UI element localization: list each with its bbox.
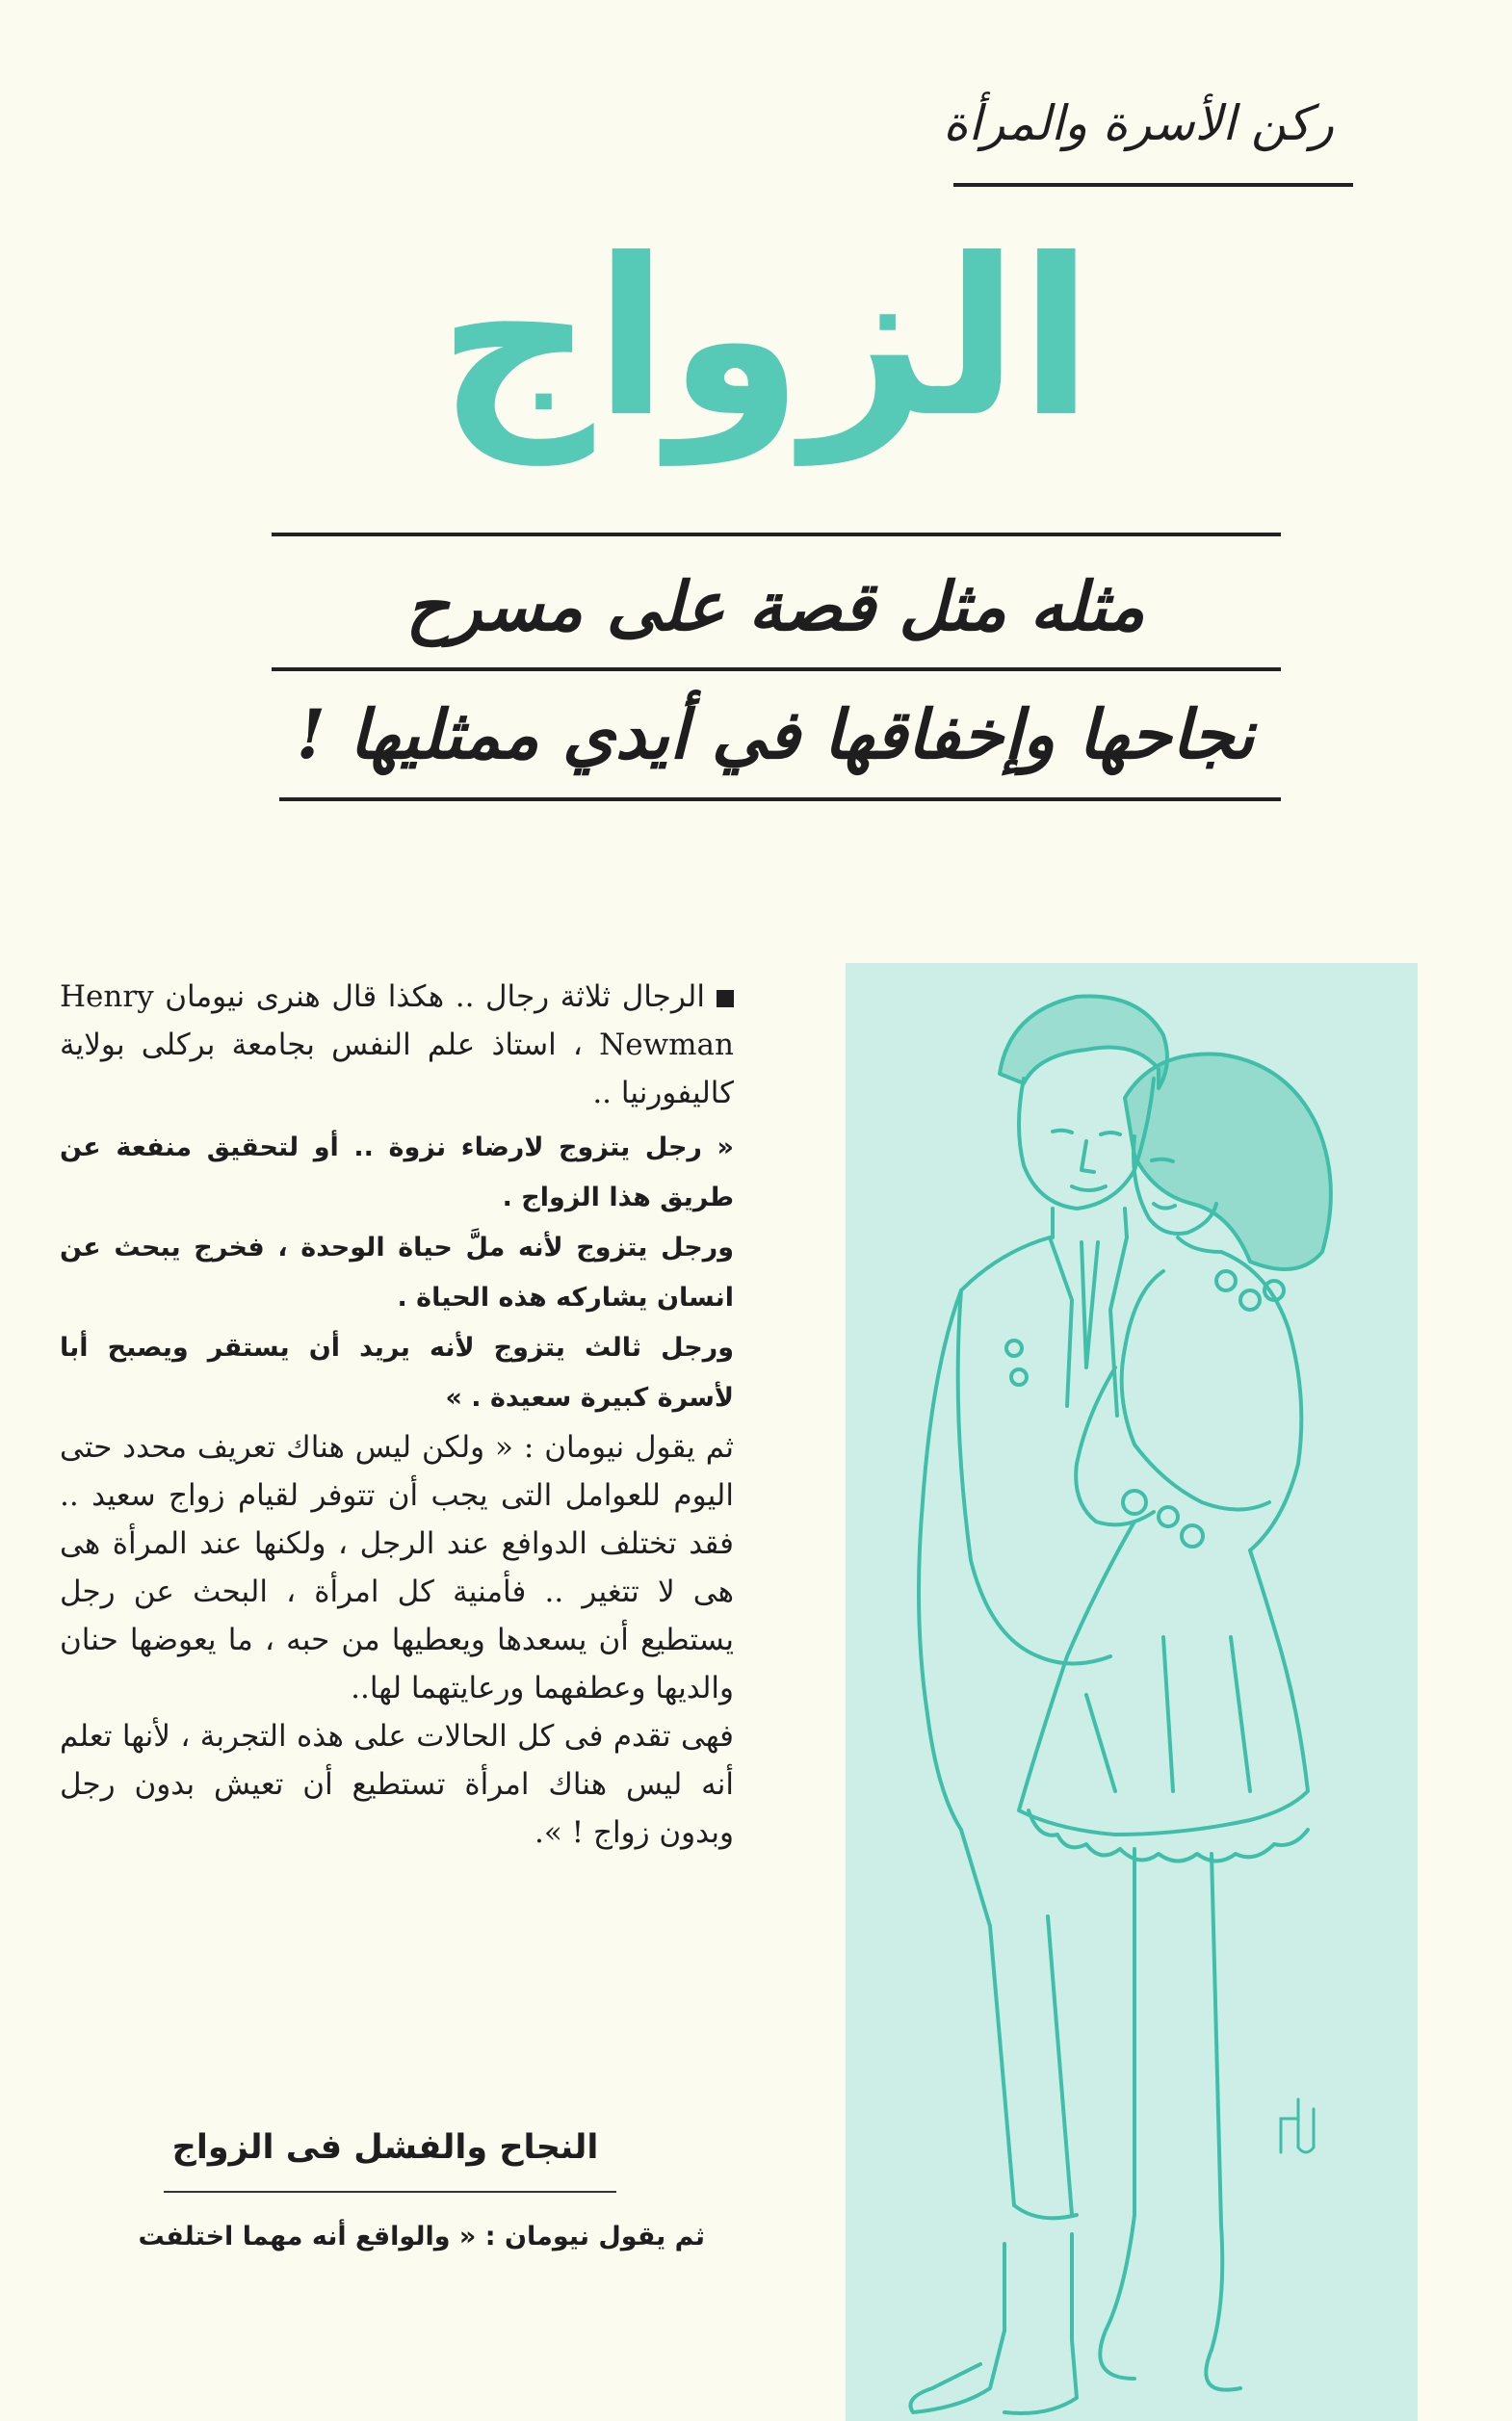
subheading-rule xyxy=(164,2191,616,2193)
continued-line: ثم يقول نيومان : « والواقع أنه مهما اختلفت xyxy=(138,2222,705,2252)
subheading: النجاح والفشل فى الزواج xyxy=(171,2128,599,2167)
section-title-rule xyxy=(953,183,1353,187)
subtitle-line-2: نجاحها وإخفاقها في أيدي ممثليها ! xyxy=(296,694,1255,774)
quote-paragraph: ورجل يتزوج لأنه ملَّ حياة الوحدة ، فخرج يبحث عن انسان يشاركه هذه الحياة . xyxy=(60,1233,734,1313)
quote-paragraph: « رجل يتزوج لارضاء نزوة .. أو لتحقيق منفعة عن طريق هذا الزواج . xyxy=(60,1132,734,1212)
subtitle-rule-top xyxy=(272,533,1281,536)
bride-groom-illustration xyxy=(846,963,1418,2421)
paragraph-intro: الرجال ثلاثة رجال .. هكذا قال هنرى نيومان Henry Newman ، استاذ علم النفس بجامعة بركلى بولاية كاليفورنيا .. xyxy=(60,979,734,1110)
article-body xyxy=(60,973,734,1857)
subtitle-rule-middle xyxy=(272,667,1281,671)
subtitle-rule-bottom xyxy=(279,797,1281,801)
paragraph-marker-icon xyxy=(717,990,734,1007)
paragraph: فهى تقدم فى كل الحالات على هذه التجربة ، لأنها تعلم أنه ليس هناك امرأة تستطيع أن تعيش بدون رجل وبدون زواج ! ». xyxy=(60,1719,734,1850)
quote-paragraph: ورجل ثالث يتزوج لأنه يريد أن يستقر ويصبح أبا لأسرة كبيرة سعيدة . » xyxy=(60,1333,734,1413)
section-title: ركن الأسرة والمرأة xyxy=(943,95,1334,151)
subtitle-line-1: مثله مثل قصة على مسرح xyxy=(405,566,1145,646)
paragraph: ثم يقول نيومان : « ولكن ليس هناك تعريف محدد حتى اليوم للعوامل التى يجب أن تتوفر لقيام زواج سعيد .. فقد تختلف الدوافع عند الرجل ، ولكنها عند المرأة هى هى لا تتغير .. فأمنية كل امرأة ، البحث عن رجل يستطيع أن يسعدها ويعطيها من حبه ، ما يعوضها حنان والديها وعطفهما ورعايتهما لها.. xyxy=(60,1430,734,1705)
headline: الزواج xyxy=(437,213,1094,465)
